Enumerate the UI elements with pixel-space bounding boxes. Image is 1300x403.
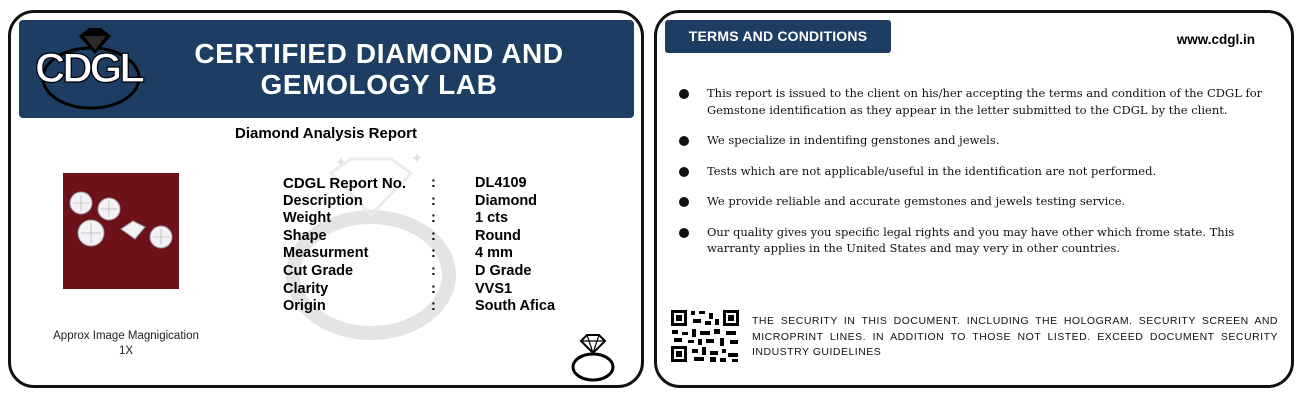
bullet-icon [679,228,689,238]
detail-label: Shape [283,227,327,244]
term-text: Our quality gives you specific legal rights and you may have other which frome state. This warranty applies in the United States and may very in other countries. [707,224,1235,255]
qr-code-icon [670,309,740,363]
detail-value: Diamond [475,192,538,209]
bullet-icon [679,136,689,146]
security-note: THE SECURITY IN THIS DOCUMENT. INCLUDING THE HOLOGRAM. SECURITY SCREEN AND MICROPRINT LINES. IN ADDITION TO THOSE NOT LISTED. EXCEED DOCUMENT SECURITY INDUSTRY GUIDELINES [752,315,1278,358]
detail-row-measurement [283,245,603,263]
certificate-front [8,10,644,388]
term-item [679,224,1271,257]
detail-row-report-no [283,175,603,193]
detail-label: Weight [283,210,332,227]
detail-value: 1 cts [475,210,509,227]
detail-label: Measurment [283,245,369,262]
detail-separator: : [431,227,436,244]
certificate-back [654,10,1294,388]
diamond-ring-icon [567,333,623,383]
detail-value: D Grade [475,262,532,279]
detail-row-weight [283,210,603,228]
detail-separator: : [431,280,436,297]
term-text: We specialize in indentifing genstones and jewels. [707,133,1000,147]
terms-heading: TERMS AND CONDITIONS [665,20,891,53]
logo-text: CDGL [35,44,142,91]
detail-value: South Afica [475,298,556,315]
detail-row-cut-grade [283,263,603,281]
detail-value: 4 mm [475,245,513,262]
bullet-icon [679,89,689,99]
detail-value: Round [475,227,521,244]
term-text: This report is issued to the client on his/her accepting the terms and condition of the CDGL for Gemstone identification as they appear in the letter submitted to the CDGL by the client. [707,86,1263,117]
term-text: We provide reliable and accurate gemstones and jewels testing service. [707,194,1126,208]
detail-row-shape [283,228,603,246]
detail-separator: : [431,210,436,227]
bullet-icon [679,167,689,177]
detail-separator: : [431,245,436,262]
detail-separator: : [431,298,436,315]
detail-label: Description [283,192,363,209]
term-item [679,132,1271,149]
certificate-header [19,20,634,118]
report-title: Diamond Analysis Report [235,125,417,142]
terms-list [679,85,1271,271]
detail-label: Cut Grade [283,262,354,279]
detail-label: Origin [283,298,326,315]
term-item [679,193,1271,210]
lab-name-title: CERTIFIED DIAMOND AND GEMOLOGY LAB [194,38,564,100]
detail-separator: : [431,262,436,279]
svg-text:✦: ✦ [411,153,423,167]
detail-value: DL4109 [475,175,527,191]
detail-value: VVS1 [475,280,513,297]
detail-row-origin [283,298,603,316]
svg-text:✦: ✦ [335,155,347,171]
bullet-icon [679,197,689,207]
term-item [679,163,1271,180]
diamond-logo-icon [29,26,169,112]
detail-separator: : [431,192,436,209]
photo-caption: Approx Image Magnigication 1X [53,330,199,357]
detail-label: CDGL Report No. [283,175,407,192]
detail-row-description [283,193,603,211]
detail-label: Clarity [283,280,329,297]
website-url: www.cdgl.in [1176,32,1255,47]
term-item [679,85,1271,118]
diamond-photo [63,173,179,289]
detail-separator: : [431,175,436,191]
term-text: Tests which are not applicable/useful in the identification are not performed. [707,163,1157,178]
detail-row-clarity [283,281,603,299]
details-table [283,175,603,316]
